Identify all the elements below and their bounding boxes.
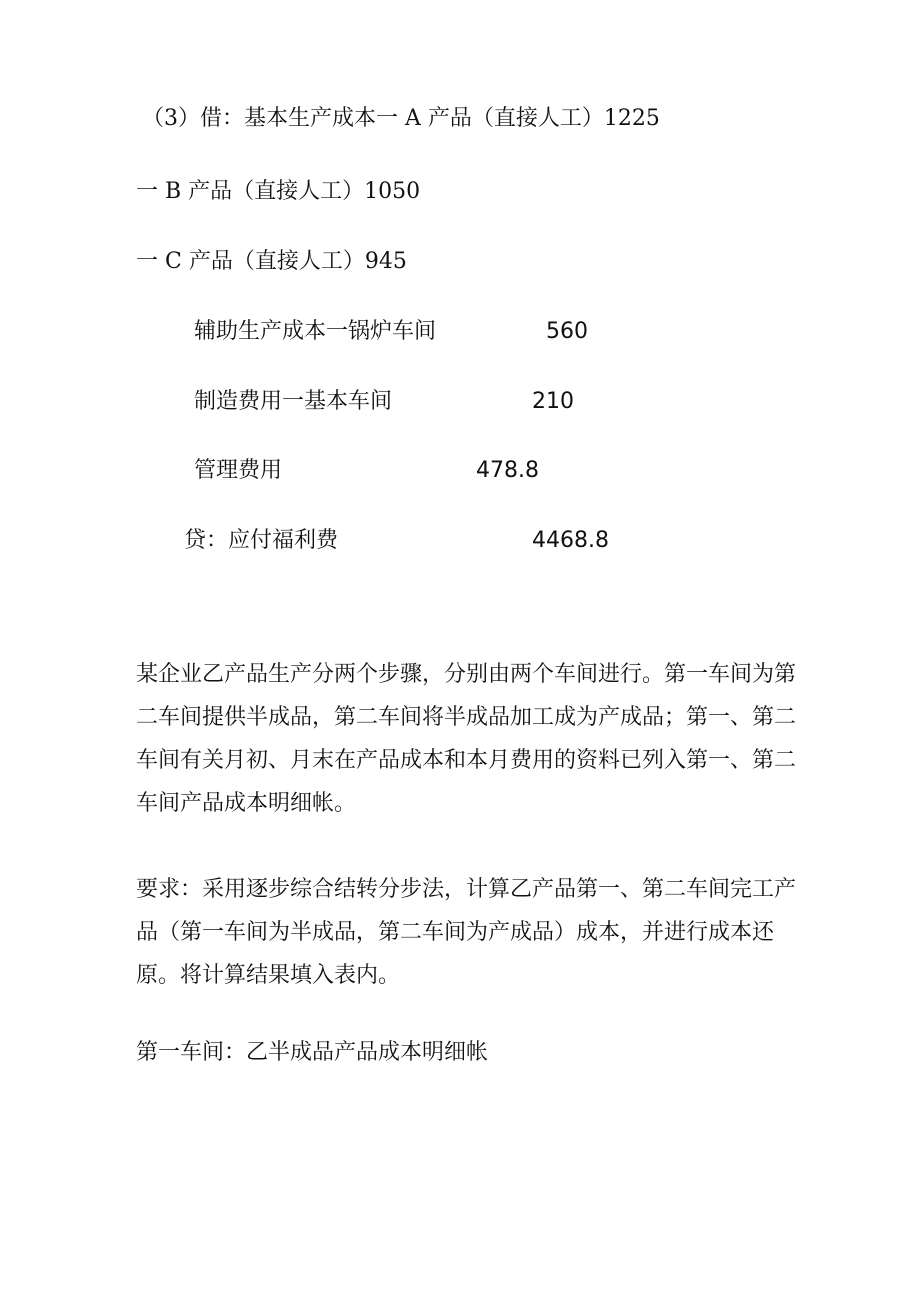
entry-line-a: （3）借：基本生产成本一 A 产品（直接人工）1225 — [142, 106, 660, 131]
credit-label: 贷：应付福利费 — [184, 528, 339, 553]
entry-line-c: 一 C 产品（直接人工）945 — [136, 249, 407, 274]
debit-label-boiler: 辅助生产成本一锅炉车间 — [194, 319, 437, 344]
debit-label-admin: 管理费用 — [194, 458, 283, 483]
debit-amount-overhead: 210 — [532, 389, 574, 414]
debit-label-overhead: 制造费用一基本车间 — [194, 389, 393, 414]
debit-amount-admin: 478.8 — [476, 458, 539, 483]
debit-amount-boiler: 560 — [546, 319, 588, 344]
requirement-paragraph: 要求：采用逐步综合结转分步法，计算乙产品第一、第二车间完工产品（第一车间为半成品，第二车间为产成品）成本，并进行成本还原。将计算结果填入表内。 — [136, 877, 797, 988]
credit-amount: 4468.8 — [532, 528, 609, 553]
entry-line-b: 一 B 产品（直接人工）1050 — [136, 179, 421, 204]
table-caption: 第一车间：乙半成品产品成本明细帐 — [136, 1040, 489, 1065]
problem-paragraph: 某企业乙产品生产分两个步骤，分别由两个车间进行。第一车间为第二车间提供半成品，第二车间将半成品加工成为产成品；第一、第二车间有关月初、月末在产品成本和本月费用的资料已列入第一、第二车间产品成本明细帐。 — [136, 662, 797, 816]
